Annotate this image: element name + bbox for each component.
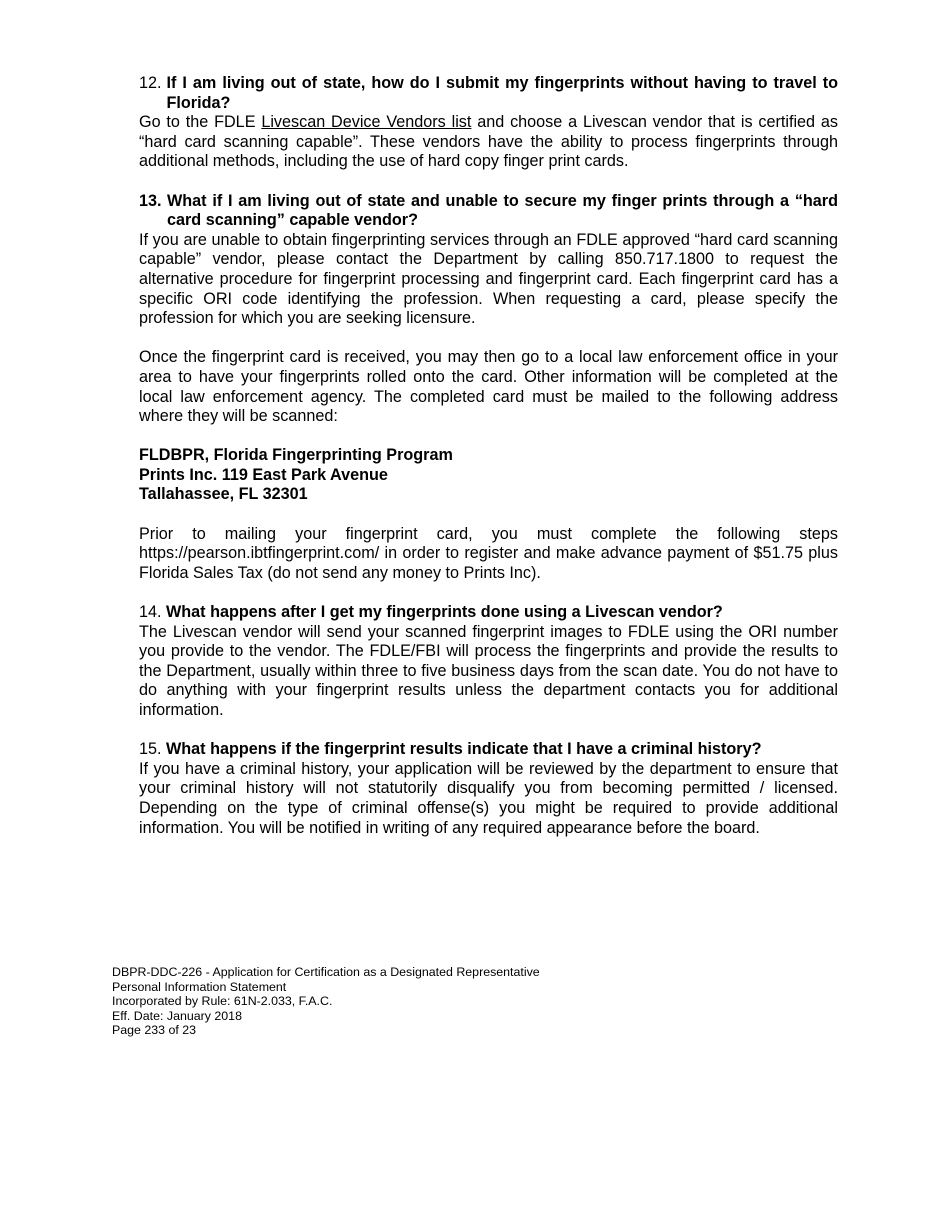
question-15-number: 15. bbox=[139, 740, 162, 759]
question-14-text: What happens after I get my fingerprints done using a Livescan vendor? bbox=[166, 603, 723, 622]
question-13-number: 13. bbox=[139, 191, 162, 210]
question-13 bbox=[139, 192, 838, 231]
address-line: Tallahassee, FL 32301 bbox=[139, 485, 308, 504]
document-body bbox=[139, 74, 838, 838]
footer-effective-date: Eff. Date: January 2018 bbox=[112, 1008, 242, 1023]
page-footer bbox=[112, 965, 540, 1038]
footer-rule: Incorporated by Rule: 61N-2.033, F.A.C. bbox=[112, 994, 333, 1009]
address-line: FLDBPR, Florida Fingerprinting Program bbox=[139, 446, 453, 465]
question-15-text: What happens if the fingerprint results indicate that I have a criminal history? bbox=[166, 740, 762, 759]
question-12-text: If I am living out of state, how do I submit my fingerprints without having to travel to Florida? bbox=[166, 74, 838, 112]
answer-13-part-2: Once the fingerprint card is received, you may then go to a local law enforcement office in your area to have your fingerprints rolled onto the card. Other information will be completed at the local law enforcement agency. The completed card must be mailed to the following address where they will be scanned: bbox=[139, 348, 838, 426]
answer-15: If you have a criminal history, your application will be reviewed by the department to ensure that your criminal history will not statutorily disqualify you from becoming permitted / licensed. Depending on the type of criminal offense(s) you might be required to provide additional information. You will be notified in writing of any required appearance before the board. bbox=[139, 759, 838, 837]
answer-13-part-3: Prior to mailing your fingerprint card, you must complete the following steps https://pearson.ibtfingerprint.com/ in order to register and make advance payment of $51.75 plus Florida Sales Tax (do not send any money to Prints Inc). bbox=[139, 524, 838, 582]
address-line: Prints Inc. 119 East Park Avenue bbox=[139, 465, 388, 484]
question-13-text: What if I am living out of state and unable to secure my finger prints through a “hard card scanning” capable vendor? bbox=[167, 191, 838, 230]
footer-page-number: Page 233 of 23 bbox=[112, 1023, 197, 1038]
question-15 bbox=[139, 740, 838, 760]
answer-13-part-1: If you are unable to obtain fingerprinting services through an FDLE approved “hard card scanning capable” vendor, please contact the Department by calling 850.717.1800 to request the alternative procedure for fingerprint processing and fingerprint card. Each fingerprint card has a specific ORI code identifying the profession. When requesting a card, please specify the profession for which you are seeking licensure. bbox=[139, 230, 838, 328]
answer-14: The Livescan vendor will send your scanned fingerprint images to FDLE using the ORI number you provide to the vendor. The FDLE/FBI will process the fingerprints and provide the results to the Department, usually within three to five business days from the scan date. You do not have to do anything with your fingerprint results unless the department contacts you for additional information. bbox=[139, 622, 838, 719]
question-12-number: 12. bbox=[139, 74, 162, 92]
answer-12-intro: Go to the FDLE bbox=[139, 113, 262, 132]
answer-12 bbox=[139, 113, 838, 172]
question-12 bbox=[139, 74, 838, 113]
footer-form-title: DBPR-DDC-226 - Application for Certification as a Designated Representative bbox=[112, 965, 540, 979]
question-14 bbox=[139, 603, 838, 623]
livescan-vendors-link[interactable]: Livescan Device Vendors list bbox=[261, 113, 472, 132]
answer-12-rest: and choose a Livescan vendor that is certified as “hard card scanning capable”. These vendors have the ability to process fingerprints through additional methods, including the use of hard copy finger print cards. bbox=[139, 113, 838, 171]
footer-section: Personal Information Statement bbox=[112, 979, 287, 994]
mailing-address bbox=[139, 446, 838, 505]
question-14-number: 14. bbox=[139, 603, 162, 622]
